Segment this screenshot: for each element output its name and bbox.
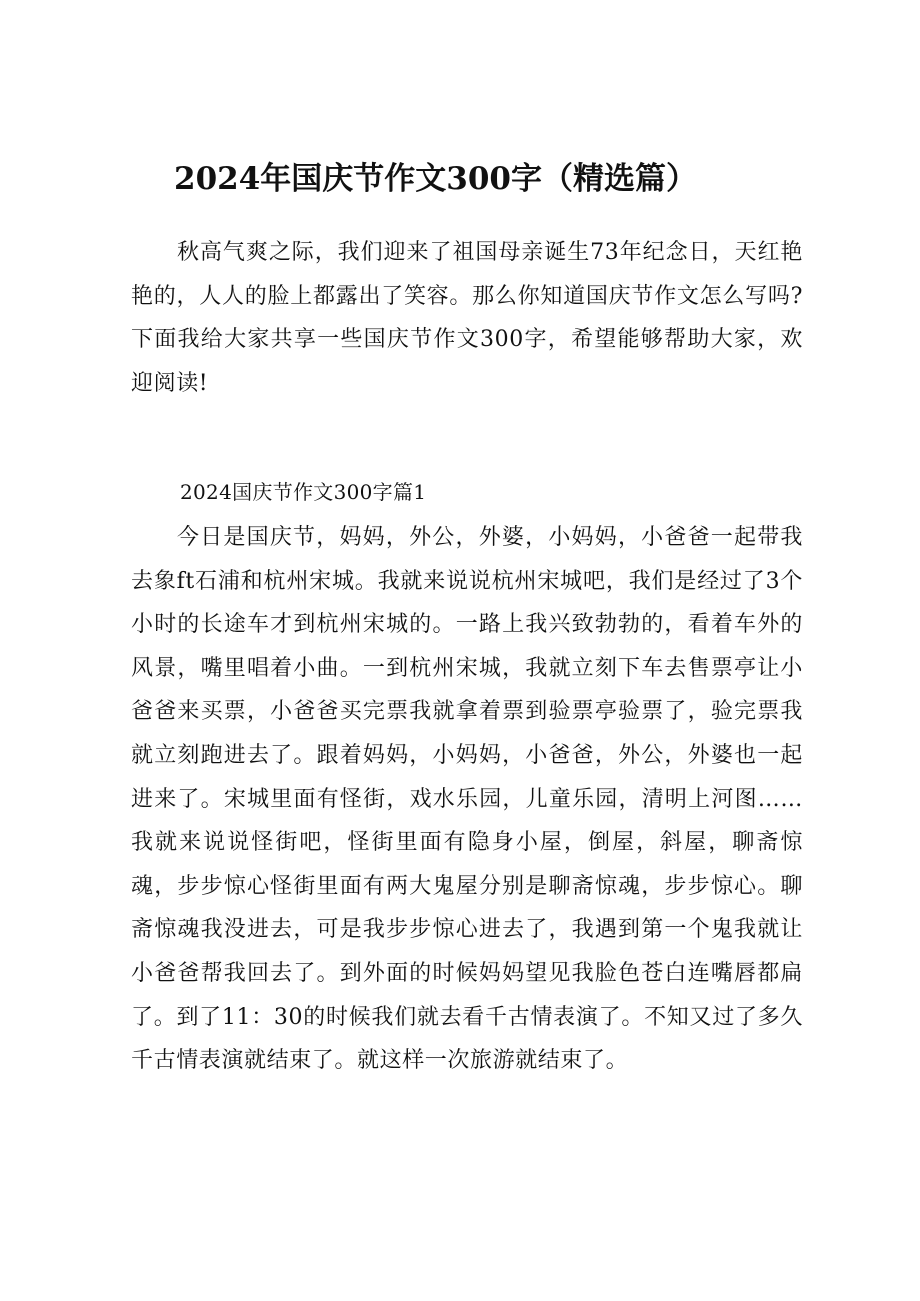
essay-paragraph: 今日是国庆节，妈妈，外公，外婆，小妈妈，小爸爸一起带我去象ft石浦和杭州宋城。我就来说说杭州宋城吧，我们是经过了3个小时的长途车才到杭州宋城的。一路上我兴致勃勃的，看着车外的风景，嘴里唱着小曲。一到杭州宋城，我就立刻下车去售票亭让小爸爸来买票，小爸爸买完票我就拿着票到验票亭验票了，验完票我就立刻跑进去了。跟着妈妈，小妈妈，小爸爸，外公，外婆也一起进来了。宋城里面有怪街，戏水乐园，儿童乐园，清明上河图……我就来说说怪街吧，怪街里面有隐身小屋，倒屋，斜屋，聊斋惊魂，步步惊心怪街里面有两大鬼屋分别是聊斋惊魂，步步惊心。聊斋惊魂我没进去，可是我步步惊心进去了，我遇到第一个鬼我就让小爸爸帮我回去了。到外面的时候妈妈望见我脸色苍白连嘴唇都扁了。到了11：30的时候我们就去看千古情表演了。不知又过了多久千古情表演就结束了。就这样一次旅游就结束了。 <box>131 525 803 1074</box>
intro-paragraph: 秋高气爽之际，我们迎来了祖国母亲诞生73年纪念日，天红艳艳的，人人的脸上都露出了笑容。那么你知道国庆节作文怎么写吗?下面我给大家共享一些国庆节作文300字，希望能够帮助大家，欢迎阅读! <box>131 240 803 396</box>
page-title: 2024年国庆节作文300字（精选篇） <box>174 161 697 197</box>
section-heading: 2024国庆节作文300字篇1 <box>180 480 427 504</box>
